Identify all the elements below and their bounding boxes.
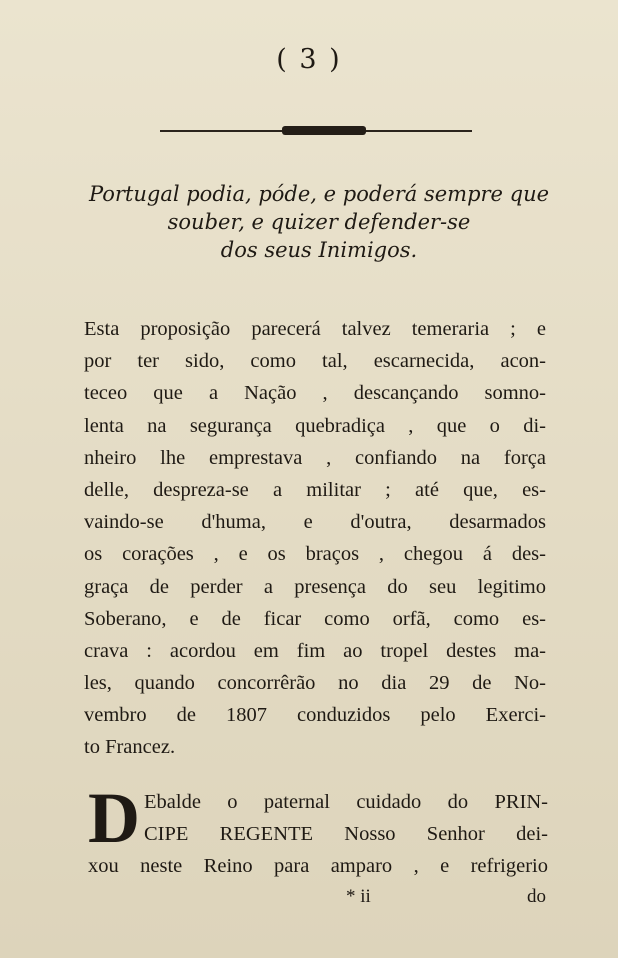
text-line: xou neste Reino para amparo , e refrigerio	[88, 855, 548, 878]
text-line: lenta na segurança quebradiça , que o di-	[84, 414, 546, 437]
paragraph-1	[84, 313, 546, 764]
text-line: graça de perder a presença do seu legitimo	[84, 575, 546, 598]
text-line: to Francez.	[84, 736, 176, 759]
text-line: Ebalde o paternal cuidado do PRIN-	[144, 791, 548, 813]
text-line: os corações , e os braços , chegou á des-	[84, 543, 546, 566]
signature-mark: * ii	[346, 886, 371, 907]
catchword: do	[527, 886, 546, 907]
text-line: Soberano, e de ficar como orfã, como es-	[84, 607, 546, 630]
text-line: nheiro lhe emprestava , confiando na força	[84, 446, 546, 469]
text-line: por ter sido, como tal, escarnecida, acon-	[84, 350, 546, 373]
page-number: ( 3 )	[276, 44, 342, 75]
text-line: crava : acordou em fim ao tropel destes ma-	[84, 639, 546, 662]
paragraph-2	[88, 778, 548, 883]
text-line: les, quando concorrêrão no dia 29 de No-	[84, 672, 546, 695]
header-rule-ornament	[282, 126, 366, 135]
text-line: vembro de 1807 conduzidos pelo Exerci-	[84, 704, 546, 727]
epigraph-line: souber, e quizer defender-se	[167, 210, 471, 234]
epigraph	[80, 180, 558, 264]
text-line: Esta proposição parecerá talvez temeraria ; e	[84, 318, 546, 340]
text-line: CIPE REGENTE Nosso Senhor dei-	[144, 823, 548, 846]
text-line: teceo que a Nação , descançando somno-	[84, 382, 546, 405]
epigraph-line: Portugal podia, póde, e poderá sempre que	[88, 182, 550, 206]
text-line: delle, despreza-se a militar ; até que, es-	[84, 478, 546, 501]
epigraph-line: dos seus Inimigos.	[220, 238, 418, 262]
drop-cap: D	[88, 778, 140, 858]
text-line: vaindo-se d'huma, e d'outra, desarmados	[84, 511, 546, 534]
